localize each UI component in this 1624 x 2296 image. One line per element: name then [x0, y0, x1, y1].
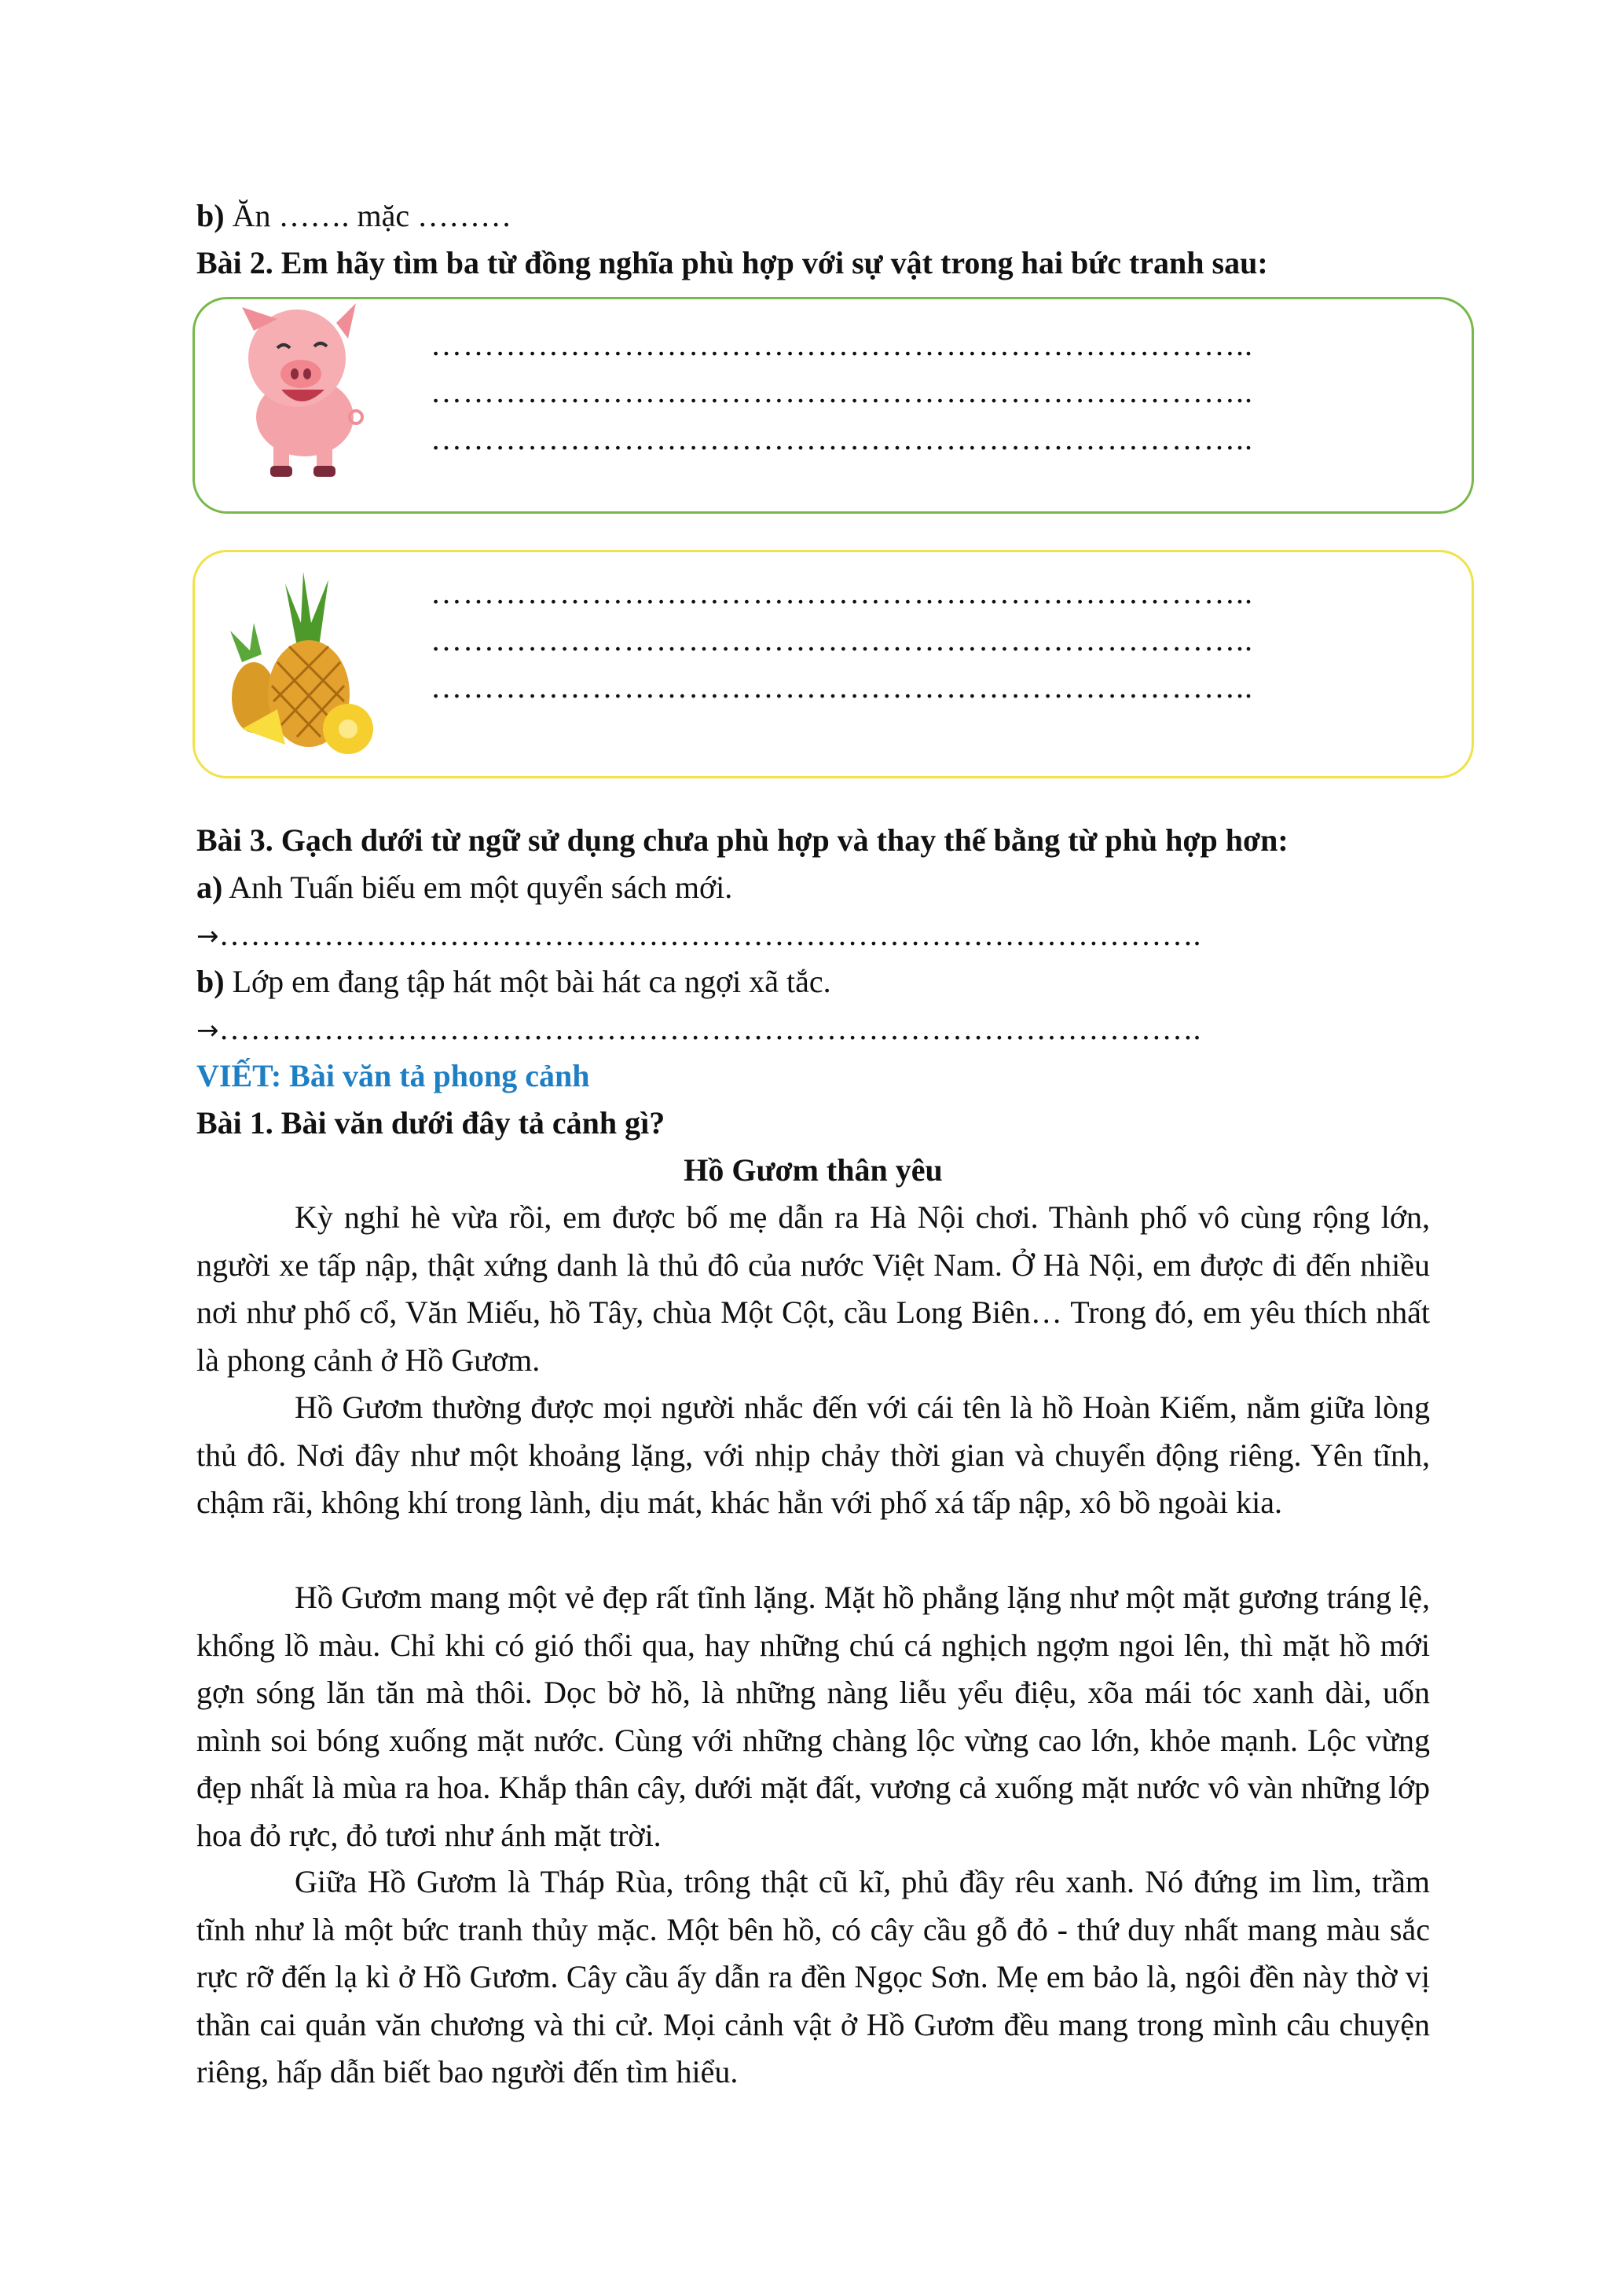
essay-paragraph-3: Hồ Gươm mang một vẻ đẹp rất tĩnh lặng. Mặt hồ phẳng lặng như một mặt gương tráng lệ, khổng lồ màu. Chỉ khi có gió thổi qua, hay những chú cá nghịch ngợm ngoi lên, thì mặt hồ mới gợn sóng lăn tăn mà thôi. Dọc bờ hồ, là những nàng liễu yểu điệu, xõa mái tóc xanh dài, uốn mình soi bóng xuống mặt nước. Cùng với những chàng lộc vừng cao lớn, khỏe mạnh. Lộc vừng đẹp nhất là mùa ra hoa. Khắp thân cây, dưới mặt đất, vương cả xuống mặt nước vô vàn những lớp hoa đỏ rực, đỏ tươi như ánh mặt trời. — [196, 1580, 1430, 1853]
pig-icon — [218, 299, 383, 484]
pig-answer-line-1[interactable]: ………………………………………………………………….. — [431, 327, 1253, 362]
pineapple-answer-box — [192, 550, 1474, 778]
q3-a-answer[interactable] — [196, 911, 1201, 960]
q3-a-label: a) — [196, 870, 223, 905]
q2-heading: Bài 2. Em hãy tìm ba từ đồng nghĩa phù hợp với sự vật trong hai bức tranh sau: — [196, 245, 1268, 280]
pig-answer-line-3[interactable]: ………………………………………………………………….. — [431, 421, 1253, 456]
q3-b-line — [196, 958, 831, 1005]
pineapple-answer-line-2[interactable]: ………………………………………………………………….. — [431, 622, 1253, 657]
q3-b-answer[interactable] — [196, 1005, 1201, 1054]
arrow-icon: → — [196, 1015, 219, 1046]
q3-b-text: Lớp em đang tập hát một bài hát ca ngợi xã tắc. — [224, 964, 831, 999]
pig-answer-line-2[interactable]: ………………………………………………………………….. — [431, 374, 1253, 409]
pineapple-icon — [211, 568, 399, 760]
viet-task: Bài 1. Bài văn dưới đây tả cảnh gì? — [196, 1105, 665, 1141]
essay-paragraph-2: Hồ Gươm thường được mọi người nhắc đến với cái tên là hồ Hoàn Kiếm, nằm giữa lòng thủ đô. Nơi đây như một khoảng lặng, với nhịp chảy thời gian và chuyển động riêng. Yên tĩnh, chậm rãi, không khí trong lành, dịu mát, khác hẳn với phố xá tấp nập, xô bồ ngoài kia. — [196, 1390, 1430, 1520]
essay-paragraph-1: Kỳ nghỉ hè vừa rồi, em được bố mẹ dẫn ra Hà Nội chơi. Thành phố vô cùng rộng lớn, người xe tấp nập, thật xứng danh là thủ đô của nước Việt Nam. Ở Hà Nội, em được đi đến nhiều nơi như phố cổ, Văn Miếu, hồ Tây, chùa Một Cột, cầu Long Biên… Trong đó, em yêu thích nhất là phong cảnh ở Hồ Gươm. — [196, 1199, 1430, 1378]
q3-b-label: b) — [196, 964, 225, 999]
q1-b-line — [196, 192, 511, 240]
q1-b-text: Ăn ……. mặc ……… — [224, 198, 512, 233]
essay-title: Hồ Gươm thân yêu — [684, 1152, 943, 1188]
arrow-icon: → — [196, 921, 219, 952]
q3-heading: Bài 3. Gạch dưới từ ngữ sử dụng chưa phù hợp và thay thế bằng từ phù hợp hơn: — [196, 822, 1289, 858]
pig-answer-box — [192, 297, 1474, 514]
q3-a-answer-dots[interactable]: …………………………………………………………………………………. — [218, 917, 1201, 952]
q3-b-answer-dots[interactable]: …………………………………………………………………………………. — [218, 1011, 1201, 1046]
pineapple-answer-line-1[interactable]: ………………………………………………………………….. — [431, 575, 1253, 610]
q3-a-text: Anh Tuấn biếu em một quyển sách mới. — [222, 870, 733, 905]
q3-a-line — [196, 864, 732, 911]
q1-b-label: b) — [196, 198, 225, 233]
pineapple-answer-line-3[interactable]: ………………………………………………………………….. — [431, 669, 1253, 705]
viet-heading: VIẾT: Bài văn tả phong cảnh — [196, 1058, 590, 1093]
essay-paragraph-4: Giữa Hồ Gươm là Tháp Rùa, trông thật cũ kĩ, phủ đầy rêu xanh. Nó đứng im lìm, trầm tĩnh như là một bức tranh thủy mặc. Một bên hồ, có cây cầu gỗ đỏ - thứ duy nhất mang màu sắc rực rỡ đến lạ kì ở Hồ Gươm. Cây cầu ấy dẫn ra đền Ngọc Sơn. Mẹ em bảo là, ngôi đền này thờ vị thần cai quản văn chương và thi cử. Mọi cảnh vật ở Hồ Gươm đều mang trong mình câu chuyện riêng, hấp dẫn biết bao người đến tìm hiểu. — [196, 1864, 1430, 2089]
